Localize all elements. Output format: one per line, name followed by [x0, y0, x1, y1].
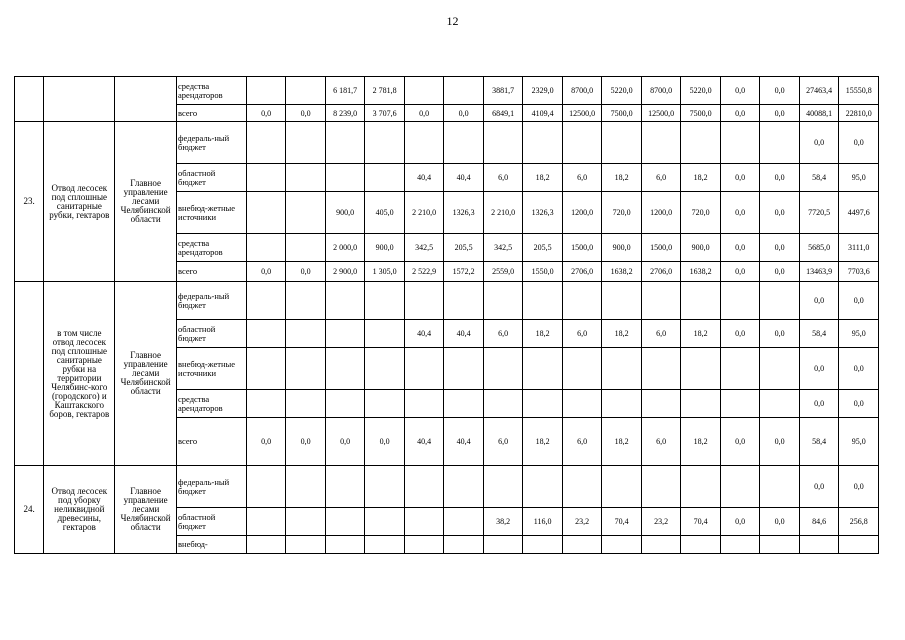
value-cell: 15550,8: [839, 77, 879, 105]
value-cell: [523, 348, 563, 390]
funding-source: средства арендаторов: [177, 234, 247, 262]
value-cell: 205,5: [523, 234, 563, 262]
item-agency: Главное управление лесами Челябинской области: [115, 282, 177, 466]
value-cell: 0,0: [760, 418, 800, 466]
value-cell: [286, 390, 326, 418]
value-cell: 6,0: [641, 418, 681, 466]
value-cell: 23,2: [641, 508, 681, 536]
value-cell: 0,0: [404, 105, 444, 122]
value-cell: 18,2: [602, 320, 642, 348]
value-cell: [523, 390, 563, 418]
table-row: [15, 77, 879, 105]
value-cell: [365, 348, 405, 390]
value-cell: [681, 466, 721, 508]
value-cell: 342,5: [483, 234, 523, 262]
value-cell: 13463,9: [799, 262, 839, 282]
value-cell: 7720,5: [799, 192, 839, 234]
value-cell: [404, 77, 444, 105]
value-cell: [365, 466, 405, 508]
value-cell: [325, 282, 365, 320]
value-cell: [404, 348, 444, 390]
value-cell: [286, 77, 326, 105]
value-cell: 18,2: [681, 164, 721, 192]
value-cell: 1500,0: [562, 234, 602, 262]
value-cell: [760, 536, 800, 554]
value-cell: [404, 390, 444, 418]
value-cell: 18,2: [523, 164, 563, 192]
value-cell: 0,0: [720, 192, 760, 234]
value-cell: [246, 390, 286, 418]
funding-source: федераль-ный бюджет: [177, 122, 247, 164]
value-cell: 0,0: [760, 77, 800, 105]
value-cell: 22810,0: [839, 105, 879, 122]
value-cell: [681, 282, 721, 320]
value-cell: 720,0: [602, 192, 642, 234]
value-cell: 0,0: [760, 105, 800, 122]
value-cell: [523, 282, 563, 320]
value-cell: [325, 508, 365, 536]
value-cell: 1 305,0: [365, 262, 405, 282]
value-cell: [760, 348, 800, 390]
value-cell: 6,0: [483, 320, 523, 348]
value-cell: 40,4: [444, 320, 484, 348]
value-cell: 1326,3: [523, 192, 563, 234]
value-cell: [681, 536, 721, 554]
value-cell: [483, 390, 523, 418]
value-cell: 6849,1: [483, 105, 523, 122]
value-cell: [404, 536, 444, 554]
value-cell: [799, 536, 839, 554]
funding-source: областной бюджет: [177, 508, 247, 536]
value-cell: 1200,0: [562, 192, 602, 234]
value-cell: [246, 234, 286, 262]
value-cell: 0,0: [799, 348, 839, 390]
item-name: Отвод лесосек под уборку неликвидной древесины, гектаров: [44, 466, 115, 554]
value-cell: [325, 164, 365, 192]
value-cell: 0,0: [720, 105, 760, 122]
value-cell: [404, 466, 444, 508]
value-cell: 40,4: [444, 418, 484, 466]
value-cell: [641, 466, 681, 508]
item-number: 24.: [15, 466, 44, 554]
value-cell: [286, 348, 326, 390]
funding-source: внебюд-жетные источники: [177, 348, 247, 390]
value-cell: 58,4: [799, 320, 839, 348]
value-cell: 7500,0: [681, 105, 721, 122]
item-agency: [115, 77, 177, 122]
value-cell: [444, 536, 484, 554]
value-cell: 2 522,9: [404, 262, 444, 282]
value-cell: 38,2: [483, 508, 523, 536]
value-cell: 2706,0: [562, 262, 602, 282]
value-cell: 0,0: [839, 466, 879, 508]
value-cell: 0,0: [720, 234, 760, 262]
funding-source: внебюд-жетные источники: [177, 192, 247, 234]
value-cell: [483, 348, 523, 390]
value-cell: [523, 466, 563, 508]
value-cell: [760, 466, 800, 508]
value-cell: [246, 320, 286, 348]
value-cell: 116,0: [523, 508, 563, 536]
value-cell: 2706,0: [641, 262, 681, 282]
value-cell: 405,0: [365, 192, 405, 234]
value-cell: 1638,2: [602, 262, 642, 282]
value-cell: 1500,0: [641, 234, 681, 262]
value-cell: 0,0: [760, 234, 800, 262]
funding-source: федераль-ный бюджет: [177, 466, 247, 508]
value-cell: 0,0: [246, 105, 286, 122]
value-cell: 900,0: [325, 192, 365, 234]
value-cell: 40,4: [444, 164, 484, 192]
value-cell: 8700,0: [641, 77, 681, 105]
value-cell: 3111,0: [839, 234, 879, 262]
item-name: Отвод лесосек под сплошные санитарные рубки, гектаров: [44, 122, 115, 282]
value-cell: [760, 282, 800, 320]
value-cell: 2 000,0: [325, 234, 365, 262]
value-cell: 84,6: [799, 508, 839, 536]
value-cell: 0,0: [720, 77, 760, 105]
table-row: [15, 282, 879, 320]
value-cell: 95,0: [839, 164, 879, 192]
value-cell: 0,0: [246, 262, 286, 282]
value-cell: 2 210,0: [483, 192, 523, 234]
funding-source: всего: [177, 418, 247, 466]
value-cell: [641, 282, 681, 320]
value-cell: 0,0: [720, 418, 760, 466]
funding-source: областной бюджет: [177, 164, 247, 192]
value-cell: 0,0: [286, 418, 326, 466]
value-cell: 40,4: [404, 418, 444, 466]
value-cell: 900,0: [681, 234, 721, 262]
value-cell: [365, 282, 405, 320]
value-cell: 18,2: [602, 418, 642, 466]
item-agency: Главное управление лесами Челябинской области: [115, 466, 177, 554]
value-cell: [404, 122, 444, 164]
value-cell: 6,0: [562, 164, 602, 192]
value-cell: 95,0: [839, 320, 879, 348]
value-cell: [760, 390, 800, 418]
value-cell: [523, 536, 563, 554]
value-cell: 7500,0: [602, 105, 642, 122]
value-cell: 0,0: [839, 390, 879, 418]
value-cell: 70,4: [602, 508, 642, 536]
value-cell: 40,4: [404, 320, 444, 348]
value-cell: 18,2: [602, 164, 642, 192]
value-cell: [602, 466, 642, 508]
value-cell: [720, 348, 760, 390]
value-cell: 0,0: [286, 105, 326, 122]
table-row: [15, 466, 879, 508]
value-cell: 6,0: [483, 418, 523, 466]
value-cell: 1200,0: [641, 192, 681, 234]
value-cell: 5685,0: [799, 234, 839, 262]
table-row: [15, 122, 879, 164]
value-cell: 0,0: [760, 508, 800, 536]
value-cell: 2 781,8: [365, 77, 405, 105]
value-cell: [720, 466, 760, 508]
value-cell: [246, 466, 286, 508]
value-cell: 18,2: [681, 320, 721, 348]
value-cell: 58,4: [799, 418, 839, 466]
value-cell: 0,0: [720, 320, 760, 348]
value-cell: [641, 536, 681, 554]
value-cell: [286, 508, 326, 536]
value-cell: [404, 508, 444, 536]
value-cell: [246, 282, 286, 320]
value-cell: [325, 390, 365, 418]
value-cell: [286, 536, 326, 554]
value-cell: 900,0: [602, 234, 642, 262]
value-cell: 0,0: [720, 164, 760, 192]
value-cell: [325, 466, 365, 508]
funding-source: средства арендаторов: [177, 77, 247, 105]
value-cell: [523, 122, 563, 164]
item-number: [15, 282, 44, 466]
value-cell: 0,0: [720, 262, 760, 282]
page-number: 12: [446, 14, 459, 28]
value-cell: [444, 77, 484, 105]
value-cell: [365, 390, 405, 418]
value-cell: 18,2: [523, 418, 563, 466]
value-cell: [444, 390, 484, 418]
value-cell: [365, 320, 405, 348]
value-cell: 2 210,0: [404, 192, 444, 234]
value-cell: [562, 466, 602, 508]
funding-source: федераль-ный бюджет: [177, 282, 247, 320]
value-cell: [681, 122, 721, 164]
value-cell: [286, 192, 326, 234]
value-cell: [246, 164, 286, 192]
value-cell: [641, 348, 681, 390]
item-number: [15, 77, 44, 122]
value-cell: [444, 348, 484, 390]
value-cell: 0,0: [325, 418, 365, 466]
value-cell: [246, 77, 286, 105]
funding-source: всего: [177, 105, 247, 122]
value-cell: [602, 390, 642, 418]
value-cell: 0,0: [760, 164, 800, 192]
value-cell: [760, 122, 800, 164]
value-cell: 5220,0: [602, 77, 642, 105]
value-cell: [286, 164, 326, 192]
value-cell: [720, 282, 760, 320]
value-cell: [602, 282, 642, 320]
budget-table: [14, 76, 879, 554]
value-cell: [246, 508, 286, 536]
value-cell: [246, 192, 286, 234]
value-cell: [641, 122, 681, 164]
value-cell: [325, 122, 365, 164]
item-agency: Главное управление лесами Челябинской области: [115, 122, 177, 282]
value-cell: 0,0: [286, 262, 326, 282]
value-cell: 7703,6: [839, 262, 879, 282]
value-cell: [325, 348, 365, 390]
value-cell: [365, 122, 405, 164]
value-cell: 27463,4: [799, 77, 839, 105]
value-cell: 0,0: [799, 282, 839, 320]
value-cell: [839, 536, 879, 554]
value-cell: 40088,1: [799, 105, 839, 122]
value-cell: [444, 282, 484, 320]
value-cell: 23,2: [562, 508, 602, 536]
value-cell: 256,8: [839, 508, 879, 536]
value-cell: [681, 348, 721, 390]
value-cell: 0,0: [365, 418, 405, 466]
value-cell: [720, 122, 760, 164]
value-cell: 8 239,0: [325, 105, 365, 122]
value-cell: 0,0: [760, 262, 800, 282]
value-cell: 3881,7: [483, 77, 523, 105]
value-cell: [246, 348, 286, 390]
value-cell: 8700,0: [562, 77, 602, 105]
funding-source: областной бюджет: [177, 320, 247, 348]
value-cell: [562, 122, 602, 164]
funding-source: внебюд-: [177, 536, 247, 554]
value-cell: 18,2: [681, 418, 721, 466]
value-cell: [246, 536, 286, 554]
item-name: в том числе отвод лесосек под сплошные санитарные рубки на территории Челябинс-кого (городского) и Каштакского боров, гектаров: [44, 282, 115, 466]
value-cell: 1572,2: [444, 262, 484, 282]
value-cell: 95,0: [839, 418, 879, 466]
value-cell: [286, 282, 326, 320]
value-cell: [325, 320, 365, 348]
value-cell: [325, 536, 365, 554]
value-cell: 1638,2: [681, 262, 721, 282]
value-cell: [286, 122, 326, 164]
value-cell: 4497,6: [839, 192, 879, 234]
value-cell: [483, 122, 523, 164]
value-cell: 2329,0: [523, 77, 563, 105]
value-cell: [286, 466, 326, 508]
value-cell: 6,0: [641, 164, 681, 192]
value-cell: 205,5: [444, 234, 484, 262]
value-cell: 0,0: [839, 348, 879, 390]
value-cell: [602, 122, 642, 164]
value-cell: 0,0: [246, 418, 286, 466]
value-cell: [365, 164, 405, 192]
value-cell: 12500,0: [562, 105, 602, 122]
item-number: 23.: [15, 122, 44, 282]
value-cell: 0,0: [720, 508, 760, 536]
value-cell: 0,0: [839, 122, 879, 164]
value-cell: 1326,3: [444, 192, 484, 234]
value-cell: 6,0: [562, 320, 602, 348]
value-cell: [562, 390, 602, 418]
value-cell: 0,0: [760, 192, 800, 234]
value-cell: [365, 508, 405, 536]
value-cell: [681, 390, 721, 418]
value-cell: [562, 282, 602, 320]
value-cell: [483, 536, 523, 554]
value-cell: [720, 390, 760, 418]
value-cell: [246, 122, 286, 164]
value-cell: 0,0: [799, 390, 839, 418]
value-cell: 0,0: [760, 320, 800, 348]
value-cell: [444, 466, 484, 508]
value-cell: 6 181,7: [325, 77, 365, 105]
item-name: [44, 77, 115, 122]
value-cell: 18,2: [523, 320, 563, 348]
value-cell: [562, 348, 602, 390]
value-cell: 0,0: [799, 122, 839, 164]
value-cell: [720, 536, 760, 554]
value-cell: 0,0: [444, 105, 484, 122]
value-cell: 2 900,0: [325, 262, 365, 282]
value-cell: [562, 536, 602, 554]
value-cell: [444, 122, 484, 164]
value-cell: 720,0: [681, 192, 721, 234]
value-cell: [602, 348, 642, 390]
value-cell: 12500,0: [641, 105, 681, 122]
value-cell: 0,0: [799, 466, 839, 508]
value-cell: [483, 466, 523, 508]
value-cell: 2559,0: [483, 262, 523, 282]
value-cell: 40,4: [404, 164, 444, 192]
value-cell: 3 707,6: [365, 105, 405, 122]
value-cell: [404, 282, 444, 320]
funding-source: средства арендаторов: [177, 390, 247, 418]
value-cell: 6,0: [562, 418, 602, 466]
value-cell: [365, 536, 405, 554]
value-cell: 342,5: [404, 234, 444, 262]
value-cell: 1550,0: [523, 262, 563, 282]
value-cell: 6,0: [641, 320, 681, 348]
value-cell: 70,4: [681, 508, 721, 536]
value-cell: [286, 320, 326, 348]
value-cell: 58,4: [799, 164, 839, 192]
value-cell: 4109,4: [523, 105, 563, 122]
value-cell: 0,0: [839, 282, 879, 320]
funding-source: всего: [177, 262, 247, 282]
value-cell: [483, 282, 523, 320]
value-cell: [444, 508, 484, 536]
value-cell: 900,0: [365, 234, 405, 262]
value-cell: [641, 390, 681, 418]
value-cell: 5220,0: [681, 77, 721, 105]
value-cell: [602, 536, 642, 554]
value-cell: 6,0: [483, 164, 523, 192]
value-cell: [286, 234, 326, 262]
